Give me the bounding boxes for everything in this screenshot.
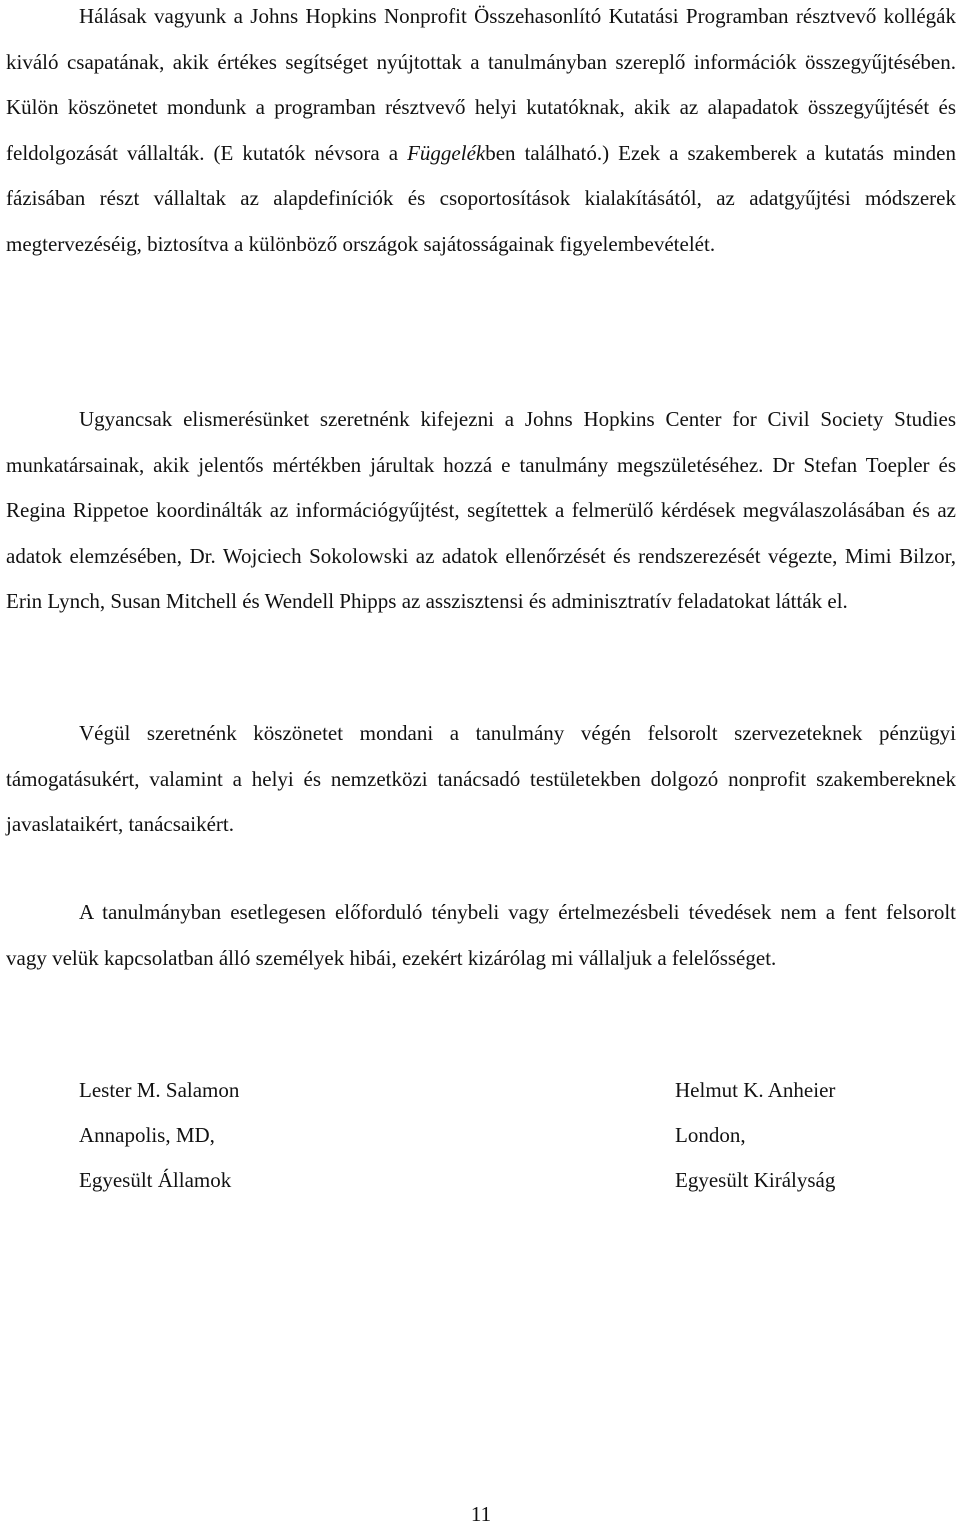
- signatory-city: London,: [675, 1123, 746, 1147]
- appendix-reference: Függelék: [407, 140, 486, 165]
- disclaimer-paragraph: A tanulmányban esetlegesen előforduló ténybeli vagy értelmezésbeli tévedések nem a fent felsorolt vagy velük kapcsolatban álló személyek hibái, ezekért kizárólag mi vállaljuk a felelősséget.: [6, 900, 956, 970]
- acknowledgement-paragraph-1: [6, 0, 956, 267]
- signatory-name: Lester M. Salamon: [79, 1078, 240, 1102]
- signatory-country: Egyesült Királyság: [675, 1168, 836, 1192]
- signature-block-right: [675, 1068, 835, 1203]
- document-page: [6, 0, 956, 1525]
- signatory-city: Annapolis, MD,: [79, 1123, 215, 1147]
- acknowledgement-paragraph-3: Végül szeretnénk köszönetet mondani a tanulmány végén felsorolt szervezeteknek pénzügyi támogatásukért, valamint a helyi és nemzetközi tanácsadó testületekben dolgozó nonprofit szakembereknek javaslataikért, tanácsaikért.: [6, 721, 956, 836]
- signature-block-left: [79, 1068, 239, 1203]
- page-number: 11: [470, 1502, 492, 1526]
- acknowledgement-paragraph-2: Ugyancsak elismerésünket szeretnénk kifejezni a Johns Hopkins Center for Civil Society Studies munkatársainak, akik jelentős mértékben járultak hozzá e tanulmány megszületéséhez. Dr Stefan Toepler és Regina Rippetoe koordinálták az információgyűjtést, segítettek a felmerülő kérdések megválaszolásában és az adatok elemzésében, Dr. Wojciech Sokolowski az adatok ellenőrzését és rendszerezését végezte, Mimi Bilzor, Erin Lynch, Susan Mitchell és Wendell Phipps az asszisztensi és adminisztratív feladatokat látták el.: [6, 407, 956, 613]
- paragraph-1-text-b: ben található.) Ezek a szakemberek a kutatás minden fázisában részt vállaltak az alapdefiníciók és csoportosítások kialakításától, az adatgyűjtési módszerek megtervezéséig, biztosítva a különböző országok sajátosságainak figyelembevételét.: [6, 140, 956, 256]
- signatory-name: Helmut K. Anheier: [675, 1078, 836, 1102]
- paragraph-1-text-a: Hálásak vagyunk a Johns Hopkins Nonprofit Összehasonlító Kutatási Programban résztvevő kollégák kiváló csapatának, akik értékes segítséget nyújtottak a tanulmányban szereplő információk összegyűjtésében. Külön köszönetet mondunk a programban résztvevő helyi kutatóknak, akik az alapadatok összegyűjtését és feldolgozását vállalták. (E kutatók névsora a: [6, 4, 956, 165]
- signatory-country: Egyesült Államok: [79, 1168, 232, 1192]
